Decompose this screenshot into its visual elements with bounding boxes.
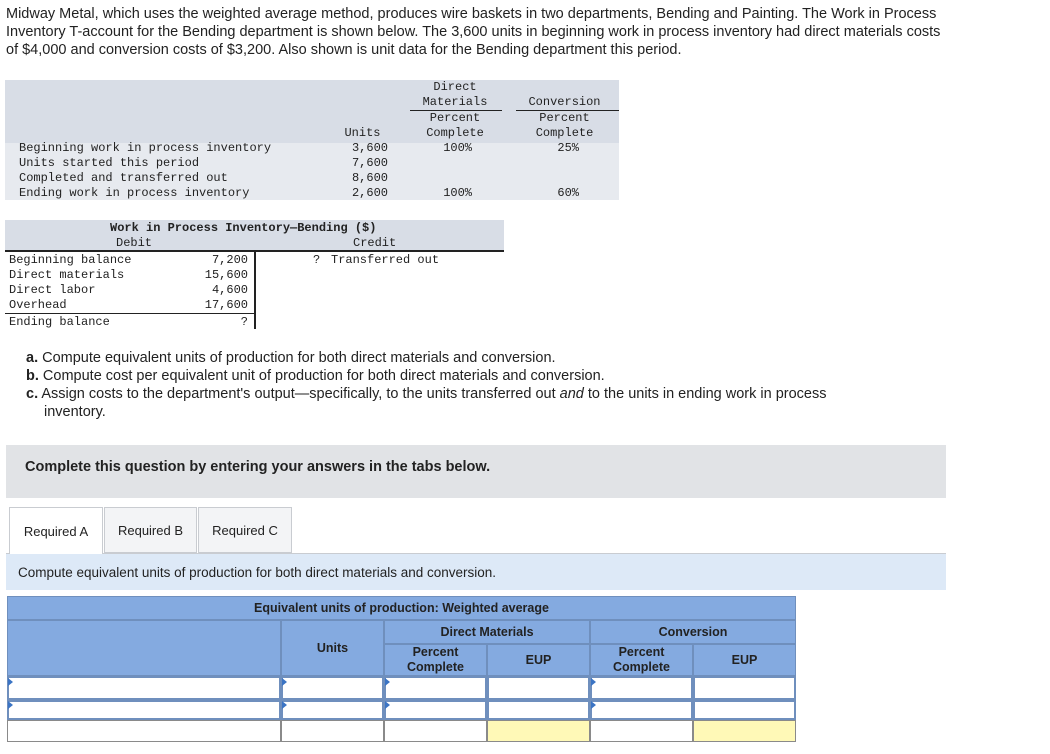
question-b-text: Compute cost per equivalent unit of production for both direct materials and conversion. [42, 368, 605, 384]
question-c-letter: c. [26, 386, 39, 402]
conv-complete-label: Complete [535, 126, 594, 140]
input-marker-icon [385, 701, 390, 709]
eup-conv-header: Conversion [590, 620, 796, 644]
input-marker-icon [385, 678, 390, 686]
question-a [26, 349, 556, 367]
t-credit-label: Transferred out [331, 253, 440, 267]
unit-row-dm-pct: 100% [443, 186, 472, 200]
problem-intro: Midway Metal, which uses the weighted average method, produces wire baskets in two departments, Bending and Painting. The Work in Process Inventory T-account for the Bending department is shown below. The 3,600 units in beginning work in process inventory had direct materials costs of $4,000 and conversion costs of $3,200. Also shown is unit data for the Bending department this period. [6, 6, 941, 58]
eup-dm-header: Direct Materials [384, 620, 590, 644]
t-account-debit-label: Debit [116, 236, 153, 250]
dm-header-mid: Materials [422, 95, 488, 109]
question-a-letter: a. [26, 350, 39, 366]
unit-row-units: 8,600 [351, 171, 388, 185]
eup-row-label-input[interactable] [7, 700, 281, 720]
t-debit-label: Beginning balance [9, 253, 132, 267]
dm-complete-label: Complete [426, 126, 484, 140]
eup-dm-eup-input[interactable] [487, 676, 590, 700]
t-debit-label: Overhead [9, 298, 67, 312]
eup-units-header: Units [281, 620, 384, 676]
eup-dm-percent-header: Percent Complete [384, 644, 487, 676]
eup-total-conv-eup-cell [693, 720, 796, 742]
dm-percent-label: Percent [429, 111, 481, 125]
eup-total-units-cell [281, 720, 384, 742]
conv-percent-label: Percent [539, 111, 590, 125]
eup-total-dm-percent-cell [384, 720, 487, 742]
input-marker-icon [282, 678, 287, 686]
input-marker-icon [8, 678, 13, 686]
t-debit-value: 7,200 [211, 253, 248, 267]
eup-conv-percent-input[interactable] [590, 676, 693, 700]
eup-total-conv-percent-cell [590, 720, 693, 742]
unit-row-conv-pct: 60% [557, 186, 579, 200]
t-debit-value: 17,600 [204, 298, 248, 312]
eup-units-input[interactable] [281, 700, 384, 720]
unit-row-dm-pct: 100% [443, 141, 472, 155]
t-debit-value: 15,600 [204, 268, 248, 282]
eup-conv-eup-input[interactable] [693, 700, 796, 720]
question-c-text-2: to the units in ending work in process [587, 386, 827, 402]
question-b-letter: b. [26, 368, 39, 384]
question-c-text-3: inventory. [44, 404, 106, 420]
eup-dm-eup-input[interactable] [487, 700, 590, 720]
eup-blank-header [7, 620, 281, 676]
eup-conv-eup-header: EUP [693, 644, 796, 676]
eup-total-label-cell [7, 720, 281, 742]
t-account-credit-label: Credit [353, 236, 397, 250]
eup-units-input[interactable] [281, 676, 384, 700]
input-marker-icon [8, 701, 13, 709]
input-marker-icon [591, 701, 596, 709]
t-debit-label: Direct labor [9, 283, 96, 297]
complete-prompt: Complete this question by entering your answers in the tabs below. [25, 459, 491, 475]
t-account-subtotal-rule [5, 313, 254, 314]
t-debit-label: Direct materials [9, 268, 125, 282]
input-marker-icon [282, 701, 287, 709]
eup-total-dm-eup-cell [487, 720, 590, 742]
unit-row-units: 2,600 [351, 186, 388, 200]
units-header: Units [344, 126, 381, 140]
eup-row-label-input[interactable] [7, 676, 281, 700]
t-debit-value: 4,600 [211, 283, 248, 297]
dm-header-top: Direct [433, 80, 477, 94]
tab-required-a[interactable]: Required A [9, 507, 103, 554]
question-c-and: and [559, 386, 584, 402]
input-marker-icon [591, 678, 596, 686]
instruction-text: Compute equivalent units of production for both direct materials and conversion. [18, 565, 497, 580]
t-credit-value: ? [313, 253, 321, 267]
unit-row-label: Ending work in process inventory [19, 186, 250, 200]
eup-answer-grid [7, 596, 796, 754]
conv-header-top: Conversion [528, 95, 601, 109]
tab-required-c[interactable]: Required C [198, 507, 292, 553]
eup-conv-percent-input[interactable] [590, 700, 693, 720]
question-c-text-1: Assign costs to the department's output—specifically, to the units transferred out [41, 386, 556, 402]
eup-dm-percent-input[interactable] [384, 676, 487, 700]
unit-row-label: Units started this period [19, 156, 200, 170]
eup-dm-percent-input[interactable] [384, 700, 487, 720]
eup-dm-eup-header: EUP [487, 644, 590, 676]
tab-required-b[interactable]: Required B [104, 507, 197, 553]
eup-conv-eup-input[interactable] [693, 676, 796, 700]
t-ending-balance-value: ? [240, 315, 248, 329]
eup-conv-percent-header: Percent Complete [590, 644, 693, 676]
unit-row-conv-pct: 25% [557, 141, 579, 155]
t-account-title: Work in Process Inventory—Bending ($) [110, 221, 377, 235]
t-ending-balance-label: Ending balance [9, 315, 110, 329]
unit-row-units: 7,600 [351, 156, 388, 170]
question-c [26, 385, 826, 403]
unit-row-label: Completed and transferred out [19, 171, 228, 185]
t-account-vertical-rule [254, 250, 256, 329]
eup-table-title: Equivalent units of production: Weighted average [7, 596, 796, 620]
question-a-text: Compute equivalent units of production for both direct materials and conversion. [42, 350, 556, 366]
unit-row-units: 3,600 [351, 141, 388, 155]
question-b [26, 367, 605, 385]
unit-row-label: Beginning work in process inventory [19, 141, 272, 155]
